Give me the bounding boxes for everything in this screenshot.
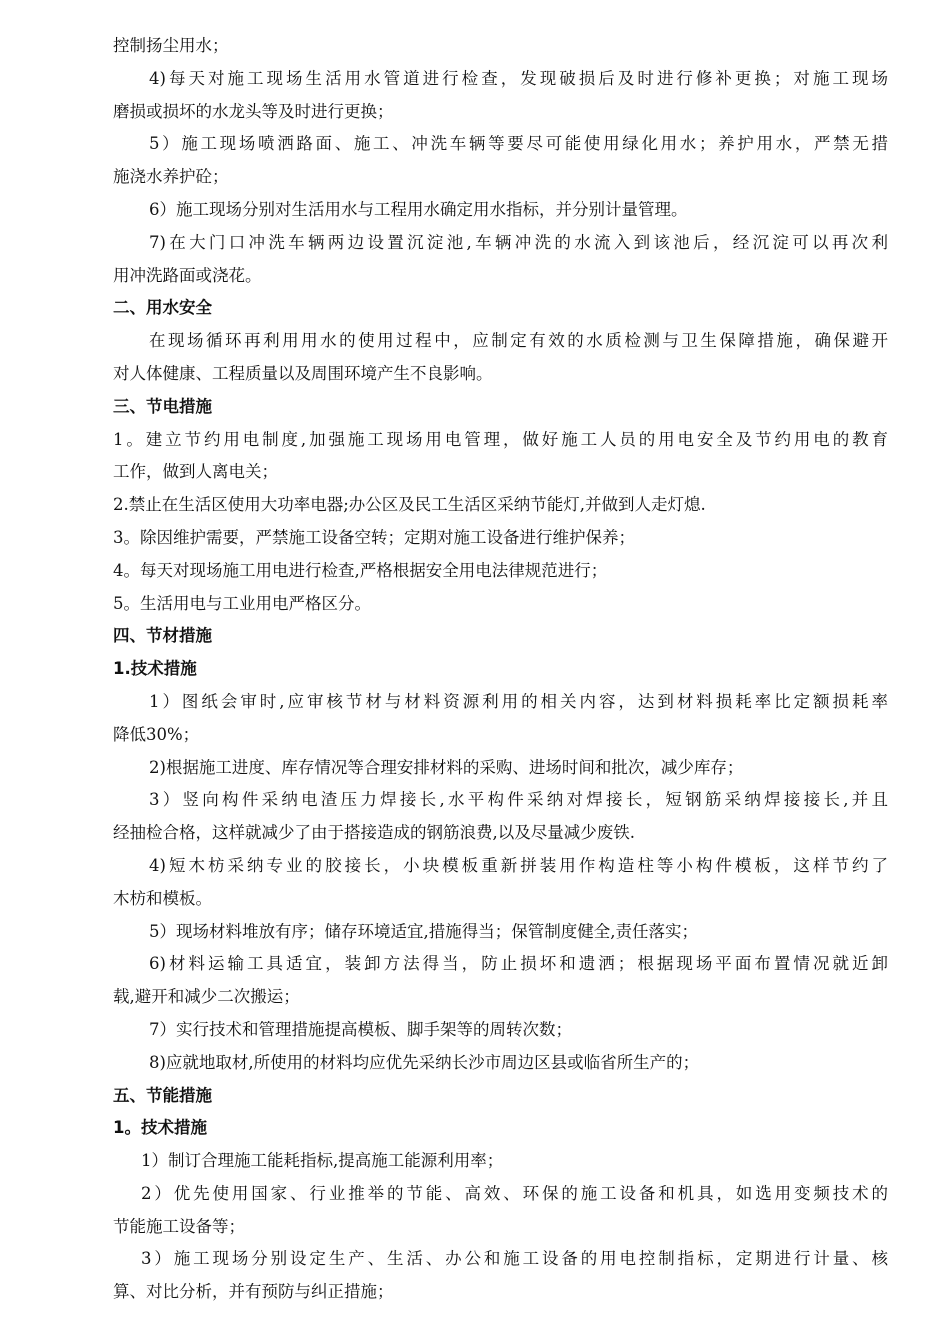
text-line: 经抽检合格，这样就减少了由于搭接造成的钢筋浪费,以及尽量减少废铁. [113,823,635,843]
text-line: 6)材料运输工具适宜，装卸方法得当，防止损坏和遗洒；根据现场平面布置情况就近卸 [149,954,888,974]
text-line: 6）施工现场分别对生活用水与工程用水确定用水指标，并分别计量管理。 [149,199,688,219]
text-line: 4。每天对现场施工用电进行检查,严格根据安全用电法律规范进行； [113,560,608,580]
text-line: 3。除因维护需要，严禁施工设备空转；定期对施工设备进行维护保养； [113,527,635,547]
text-line: 在现场循环再利用用水的使用过程中，应制定有效的水质检测与卫生保障措施，确保避开 [149,331,888,351]
text-line: 2）优先使用国家、行业推举的节能、高效、环保的施工设备和机具，如选用变频技术的 [141,1183,888,1203]
text-line: 2)根据施工进度、库存情况等合理安排材料的采购、进场时间和批次，减少库存； [149,757,744,777]
text-line: 工作，做到人离电关； [113,462,278,482]
text-line: 1。建立节约用电制度,加强施工现场用电管理，做好施工人员的用电安全及节约用电的教育 [113,429,888,449]
text-line: 节能施工设备等； [113,1216,245,1236]
text-line: 降低30%； [113,724,200,744]
text-line: 对人体健康、工程质量以及周围环境产生不良影响。 [113,363,493,383]
section-heading: 四、节材措施 [113,626,212,646]
section-heading: 1。技术措施 [113,1118,207,1138]
section-heading: 三、节电措施 [113,396,212,416]
text-line: 8)应就地取材,所使用的材料均应优先采纳长沙市周边区县或临省所生产的； [149,1052,700,1072]
text-line: 2.禁止在生活区使用大功率电器;办公区及民工生活区采纳节能灯,并做到人走灯熄. [113,495,706,515]
text-line: 磨损或损坏的水龙头等及时进行更换； [113,101,394,121]
text-line: 用冲洗路面或浇花。 [113,265,262,285]
text-line: 3）竖向构件采纳电渣压力焊接长,水平构件采纳对焊接长，短钢筋采纳焊接接长,并且 [149,790,888,810]
document-page [113,30,888,1309]
text-line: 木枋和模板。 [113,888,212,908]
text-line: 5）现场材料堆放有序；储存环境适宜,措施得当；保管制度健全,责任落实； [149,921,698,941]
text-line: 5。生活用电与工业用电严格区分。 [113,593,371,613]
section-heading: 1.技术措施 [113,659,197,679]
text-line: 5）施工现场喷洒路面、施工、冲洗车辆等要尽可能使用绿化用水；养护用水，严禁无措 [149,134,888,154]
section-heading: 二、用水安全 [113,298,212,318]
text-line: 3）施工现场分别设定生产、生活、办公和施工设备的用电控制指标，定期进行计量、核 [141,1249,888,1269]
text-line: 1）制订合理施工能耗指标,提高施工能源利用率； [141,1151,504,1171]
text-line: 4)短木枋采纳专业的胶接长，小块模板重新拼装用作构造柱等小构件模板，这样节约了 [149,855,888,875]
text-line: 7）实行技术和管理措施提高模板、脚手架等的周转次数； [149,1019,572,1039]
text-line: 7)在大门口冲洗车辆两边设置沉淀池,车辆冲洗的水流入到该池后，经沉淀可以再次利 [149,232,888,252]
text-line: 施浇水养护砼； [113,167,229,187]
text-line: 1）图纸会审时,应审核节材与材料资源利用的相关内容，达到材料损耗率比定额损耗率 [149,691,888,711]
text-line: 控制扬尘用水； [113,36,229,55]
text-line: 4)每天对施工现场生活用水管道进行检查，发现破损后及时进行修补更换；对施工现场 [149,68,888,88]
text-line: 载,避开和减少二次搬运； [113,987,300,1007]
text-line: 算、对比分析，并有预防与纠正措施； [113,1282,394,1302]
section-heading: 五、节能措施 [113,1085,212,1105]
